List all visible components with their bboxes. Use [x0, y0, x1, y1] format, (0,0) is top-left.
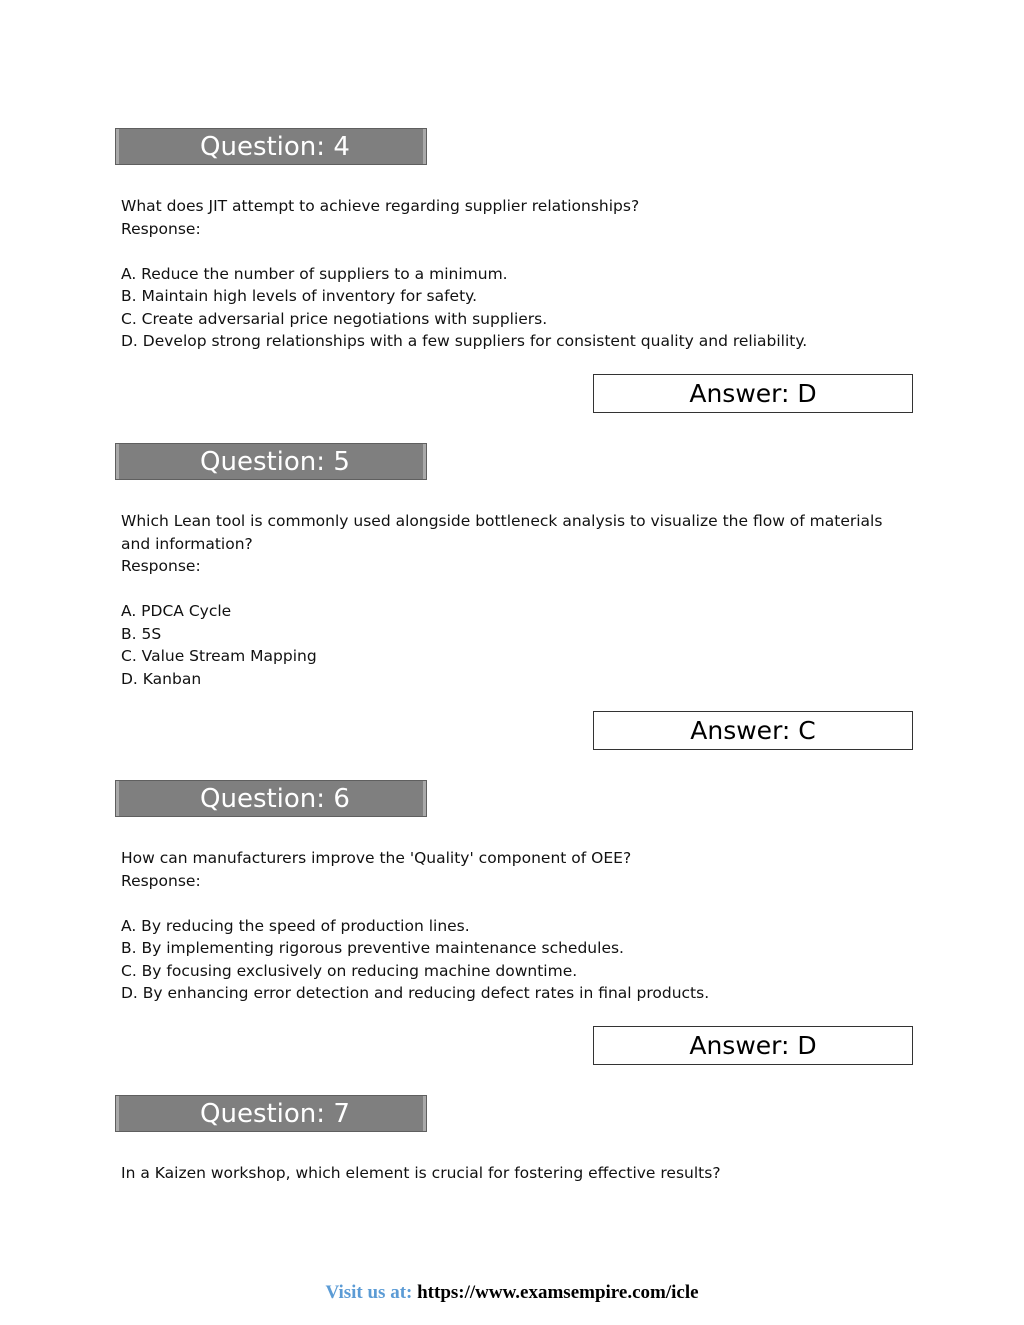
- response-label: Response:: [121, 557, 201, 575]
- answer-box: [593, 374, 913, 413]
- option-c: C. By focusing exclusively on reducing machine downtime.: [121, 961, 578, 980]
- question-body: [121, 510, 911, 690]
- question-title: Question: 7: [200, 1099, 350, 1129]
- option-d: D. Kanban: [121, 669, 202, 688]
- question-header: [115, 443, 427, 480]
- question-text: Which Lean tool is commonly used alongside bottleneck analysis to visualize the flow of materials and information?: [121, 512, 883, 553]
- question-body: [121, 847, 911, 1005]
- question-header: [115, 128, 427, 165]
- option-a: A. PDCA Cycle: [121, 602, 232, 620]
- question-body: [121, 1162, 911, 1185]
- option-d: D. Develop strong relationships with a few suppliers for consistent quality and reliability.: [121, 332, 808, 350]
- option-c: C. Value Stream Mapping: [121, 647, 317, 665]
- footer: [0, 1280, 1024, 1306]
- question-header: [115, 780, 427, 817]
- answer-box: [593, 711, 913, 750]
- question-body: [121, 195, 911, 353]
- question-text: How can manufacturers improve the 'Quality' component of OEE?: [121, 849, 632, 867]
- option-a: A. Reduce the number of suppliers to a minimum.: [121, 264, 508, 283]
- question-title: Question: 6: [200, 784, 350, 814]
- question-text: What does JIT attempt to achieve regarding supplier relationships?: [121, 197, 640, 215]
- option-b: B. By implementing rigorous preventive maintenance schedules.: [121, 939, 624, 957]
- option-b: B. Maintain high levels of inventory for safety.: [121, 287, 478, 305]
- question-text: In a Kaizen workshop, which element is crucial for fostering effective results?: [121, 1164, 721, 1182]
- question-title: Question: 5: [200, 447, 350, 477]
- response-label: Response:: [121, 219, 201, 238]
- footer-url[interactable]: https://www.examsempire.com/icle: [417, 1282, 699, 1303]
- answer-text: Answer: D: [689, 1031, 817, 1060]
- answer-box: [593, 1026, 913, 1065]
- footer-visit-label: Visit us at:: [325, 1282, 413, 1303]
- option-a: A. By reducing the speed of production lines.: [121, 916, 470, 935]
- response-label: Response:: [121, 871, 201, 890]
- option-c: C. Create adversarial price negotiations with suppliers.: [121, 309, 548, 328]
- option-d: D. By enhancing error detection and reducing defect rates in final products.: [121, 984, 710, 1002]
- question-header: [115, 1095, 427, 1132]
- answer-text: Answer: C: [690, 716, 816, 745]
- answer-text: Answer: D: [689, 379, 817, 408]
- option-b: B. 5S: [121, 624, 162, 643]
- question-title: Question: 4: [200, 132, 350, 162]
